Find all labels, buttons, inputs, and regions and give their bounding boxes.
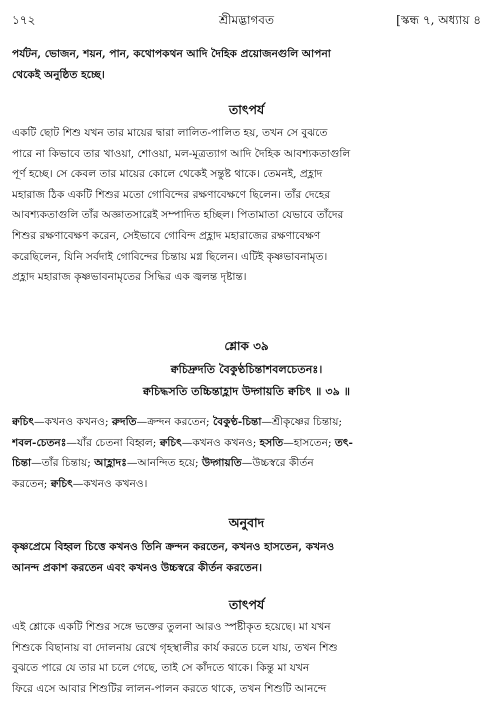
text-line: একটি ছোট শিশু যখন তার মায়ের দ্বারা লালিত-পালিত হয়, তখন সে বুঝতে [12,127,328,139]
verse-line: ক্বচিদ্রুদতি বৈকুণ্ঠচিন্তাশবলচেতনঃ। [170,362,323,376]
synonym-meaning: —হাসতেন; [283,436,335,449]
synonym-term: আহ্লাদঃ [94,457,127,470]
text-line: শিশুকে বিছানায় বা দোলনায় রেখে গৃহস্থালীর কার্য করতে চলে যায়, তখন শিশু [12,641,338,654]
synonym-meaning: করতেন; [12,477,51,490]
page-header [12,12,481,32]
synonym-meaning: —ক্রন্দন করতেন; [136,416,213,428]
text-line: এই শ্লোকে একটি শিশুর সঙ্গে ভক্তের তুলনা আরও স্পষ্টীকৃত হয়েছে। মা যখন [12,621,331,633]
verse-line: ক্বচিদ্ধসতি তচ্চিন্তাহ্লাদ উদ্গায়তি ক্বচিৎ ॥ ৩৯ ॥ [142,384,351,398]
text-line: পূর্ণ হচ্ছে। সে কেবল তার মায়ের কোলে থেকেই সন্তুষ্ট থাকে। তেমনই, প্রহ্লাদ [12,168,323,181]
synonym-meaning: —উচ্চস্বরে কীর্তন [241,457,314,470]
synonym-term: চিন্তা [12,457,32,470]
book-title: শ্রীমদ্ভাগবত [218,13,274,27]
text-line: পর্যটন, ভোজন, শয়ন, পান, কথোপকথন আদি দৈহিক প্রয়োজনগুলি আপনা [12,48,331,60]
text-line: থেকেই অনুষ্ঠিত হচ্ছে। [12,68,105,81]
synonym-meaning: —শ্রীকৃষ্ণের চিন্তায়; [261,416,343,428]
synonym-meaning: —কখনও কখনও; [34,416,112,428]
synonym-term: রুদতি [111,416,137,428]
shloka-title: শ্লোক ৩৯ [224,339,269,353]
synonym-meaning: —আনন্দিত হয়ে; [126,457,202,470]
synonym-term: বৈকুণ্ঠ-চিন্তা [212,416,262,428]
synonym-term: ক্বচিৎ [159,436,182,449]
text-line: আনন্দ প্রকাশ করতেন এবং কখনও উচ্চস্বরে কীর্তন করতেন। [12,561,262,574]
synonym-line [12,433,480,454]
synonym-meaning: —কখনও কখনও; [181,436,260,449]
text-line: ফিরে এসে আবার শিশুটির লালন-পালন করতে থাকে, তখন শিশুটি আনন্দে [12,682,327,695]
purport-paragraph [12,617,480,699]
synonym-meaning: —যাঁর চেতনা বিহ্বল; [66,436,160,449]
text-line: মহারাজ ঠিক একটি শিশুর মতো গোবিন্দের রক্ষণাবেক্ষণে ছিলেন। তাঁর দেহের [12,188,331,201]
text-line: বুঝতে পারে যে তার মা চলে গেছে, তাই সে কাঁদতে থাকে। কিন্তু মা যখন [12,662,310,675]
text-line: করেছিলেন, যিনি সর্বদাই গোবিন্দের চিন্তায় মগ্ন ছিলেন। এটিই কৃষ্ণভাবনামৃত। [12,250,328,263]
chapter-reference: [স্কন্ধ ৭, অধ্যায় ৪ [396,13,481,27]
synonym-term: ক্বচিৎ [50,477,73,490]
text-line: কৃষ্ণপ্রেমে বিহ্বল চিত্তে কখনও তিনি ক্রন্দন করতেন, কখনও হাসতেন, কখনও [12,541,335,553]
synonym-term: শবল-চেতনঃ [12,436,67,449]
synonym-term: তৎ- [334,436,353,449]
synonym-term: হসতি [259,436,284,449]
synonym-meaning: —তাঁর চিন্তায়; [31,457,95,470]
shloka-block [0,338,493,402]
text-line: শিশুর রক্ষণাবেক্ষণ করেন, সেইভাবে গোবিন্দ প্রহ্লাদ মহারাজের রক্ষণাবেক্ষণ [12,229,321,242]
synonym-meaning: —কখনও কখনও। [72,477,148,490]
page-number: ১৭২ [12,13,36,27]
synonyms-paragraph [12,412,480,494]
text-line: প্রহ্লাদ মহারাজ কৃষ্ণভাবনামৃতের সিদ্ধির এক জ্বলন্ত দৃষ্টান্ত। [12,271,247,284]
translation-heading: অনুবাদ [228,515,265,530]
purport-heading: তাৎপর্য [228,102,265,117]
purport-paragraph [12,123,480,288]
synonym-term: উদ্গায়তি [201,457,242,470]
synonym-line [12,453,480,474]
translation-paragraph [12,537,480,578]
text-line: পারে না কিভাবে তার খাওয়া, শোওয়া, মল-মূত্রত্যাগ আদি দৈহিক আবশ্যকতাগুলি [12,147,351,160]
purport-heading: তাৎপর্য [228,597,265,612]
synonym-line [12,412,480,433]
synonym-line [12,474,480,495]
intro-paragraph [12,44,480,85]
synonym-term: ক্বচিৎ [12,416,35,428]
text-line: আবশ্যকতাগুলি তাঁর অজ্ঞাতসারেই সম্পাদিত হচ্ছিল। পিতামাতা যেভাবে তাঁদের [12,209,344,222]
